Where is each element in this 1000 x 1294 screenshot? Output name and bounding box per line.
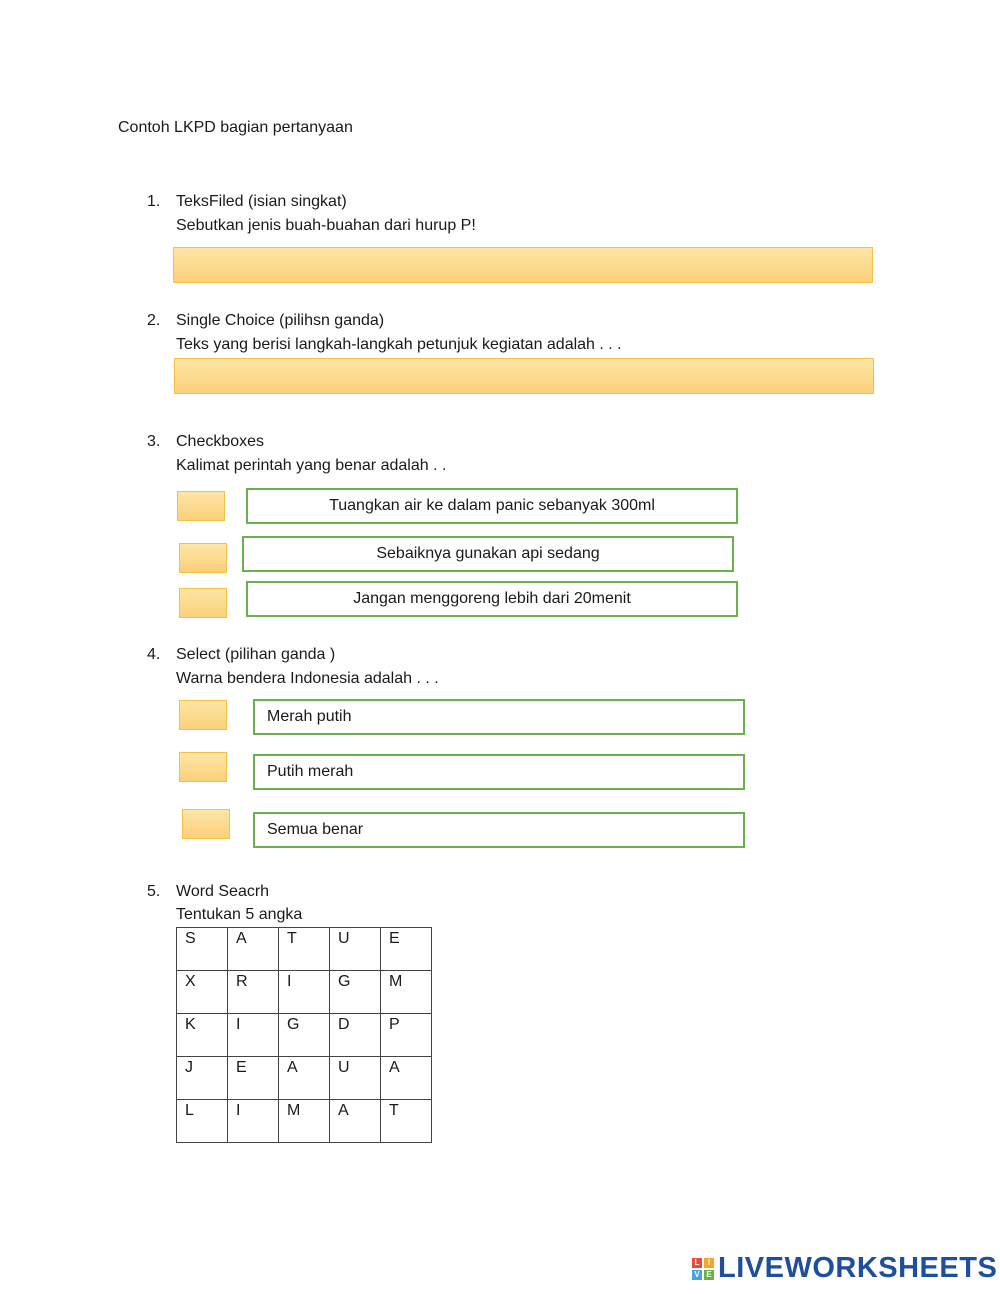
grid-cell[interactable]: T <box>279 928 330 971</box>
logo-mark-letter: L <box>692 1258 702 1268</box>
grid-cell[interactable]: G <box>279 1014 330 1057</box>
grid-cell[interactable]: A <box>228 928 279 971</box>
grid-cell[interactable]: A <box>330 1100 381 1143</box>
grid-cell[interactable]: A <box>381 1057 432 1100</box>
grid-row <box>177 928 432 971</box>
question-4-option-2: Putih merah <box>253 754 745 790</box>
question-2-prompt: Teks yang berisi langkah-langkah petunjuk kegiatan adalah . . . <box>176 336 622 353</box>
liveworksheets-logo-text: LIVEWORKSHEETS <box>718 1252 998 1284</box>
question-4-number: 4. <box>147 646 161 663</box>
grid-row <box>177 1100 432 1143</box>
question-3-prompt: Kalimat perintah yang benar adalah . . <box>176 457 447 474</box>
grid-cell[interactable]: I <box>228 1014 279 1057</box>
grid-row <box>177 1057 432 1100</box>
question-4-option-1: Merah putih <box>253 699 745 735</box>
question-2-number: 2. <box>147 312 161 329</box>
grid-cell[interactable]: L <box>177 1100 228 1143</box>
question-4-option-3: Semua benar <box>253 812 745 848</box>
question-4-choice-box-1[interactable] <box>179 700 227 730</box>
grid-cell[interactable]: G <box>330 971 381 1014</box>
grid-cell[interactable]: E <box>381 928 432 971</box>
grid-cell[interactable]: E <box>228 1057 279 1100</box>
grid-cell[interactable]: U <box>330 1057 381 1100</box>
question-3-checkbox-3[interactable] <box>179 588 227 618</box>
grid-cell[interactable]: S <box>177 928 228 971</box>
question-4-prompt: Warna bendera Indonesia adalah . . . <box>176 670 439 687</box>
grid-cell[interactable]: X <box>177 971 228 1014</box>
question-5-type: Word Seacrh <box>176 883 270 900</box>
question-3-checkbox-2[interactable] <box>179 543 227 573</box>
grid-cell[interactable]: A <box>279 1057 330 1100</box>
grid-row <box>177 1014 432 1057</box>
logo-mark-letter: V <box>692 1270 702 1280</box>
logo-mark-letter: E <box>704 1270 714 1280</box>
liveworksheets-logo <box>692 1252 997 1285</box>
grid-cell[interactable]: M <box>381 971 432 1014</box>
grid-cell[interactable]: M <box>279 1100 330 1143</box>
grid-cell[interactable]: K <box>177 1014 228 1057</box>
question-1-answer-field[interactable] <box>173 247 873 283</box>
page-title: Contoh LKPD bagian pertanyaan <box>118 119 353 136</box>
grid-cell[interactable]: R <box>228 971 279 1014</box>
grid-cell[interactable]: T <box>381 1100 432 1143</box>
question-1-number: 1. <box>147 193 161 210</box>
question-2-type: Single Choice (pilihsn ganda) <box>176 312 385 329</box>
question-3-option-3: Jangan menggoreng lebih dari 20menit <box>246 581 738 617</box>
question-3-option-2: Sebaiknya gunakan api sedang <box>242 536 734 572</box>
question-4-choice-box-2[interactable] <box>179 752 227 782</box>
grid-cell[interactable]: U <box>330 928 381 971</box>
liveworksheets-logo-mark-icon <box>692 1258 714 1280</box>
question-1-prompt: Sebutkan jenis buah-buahan dari hurup P! <box>176 217 476 234</box>
grid-cell[interactable]: J <box>177 1057 228 1100</box>
question-2-answer-field[interactable] <box>174 358 874 394</box>
question-5-number: 5. <box>147 883 161 900</box>
question-5-prompt: Tentukan 5 angka <box>176 906 303 923</box>
logo-mark-letter: I <box>704 1258 714 1268</box>
question-3-type: Checkboxes <box>176 433 265 450</box>
grid-row <box>177 971 432 1014</box>
grid-cell[interactable]: I <box>228 1100 279 1143</box>
word-search-grid <box>176 927 432 1143</box>
question-3-number: 3. <box>147 433 161 450</box>
question-3-option-1: Tuangkan air ke dalam panic sebanyak 300ml <box>246 488 738 524</box>
grid-cell[interactable]: P <box>381 1014 432 1057</box>
question-3-checkbox-1[interactable] <box>177 491 225 521</box>
question-4-type: Select (pilihan ganda ) <box>176 646 336 663</box>
grid-cell[interactable]: D <box>330 1014 381 1057</box>
question-4-choice-box-3[interactable] <box>182 809 230 839</box>
grid-cell[interactable]: I <box>279 971 330 1014</box>
question-1-type: TeksFiled (isian singkat) <box>176 193 347 210</box>
